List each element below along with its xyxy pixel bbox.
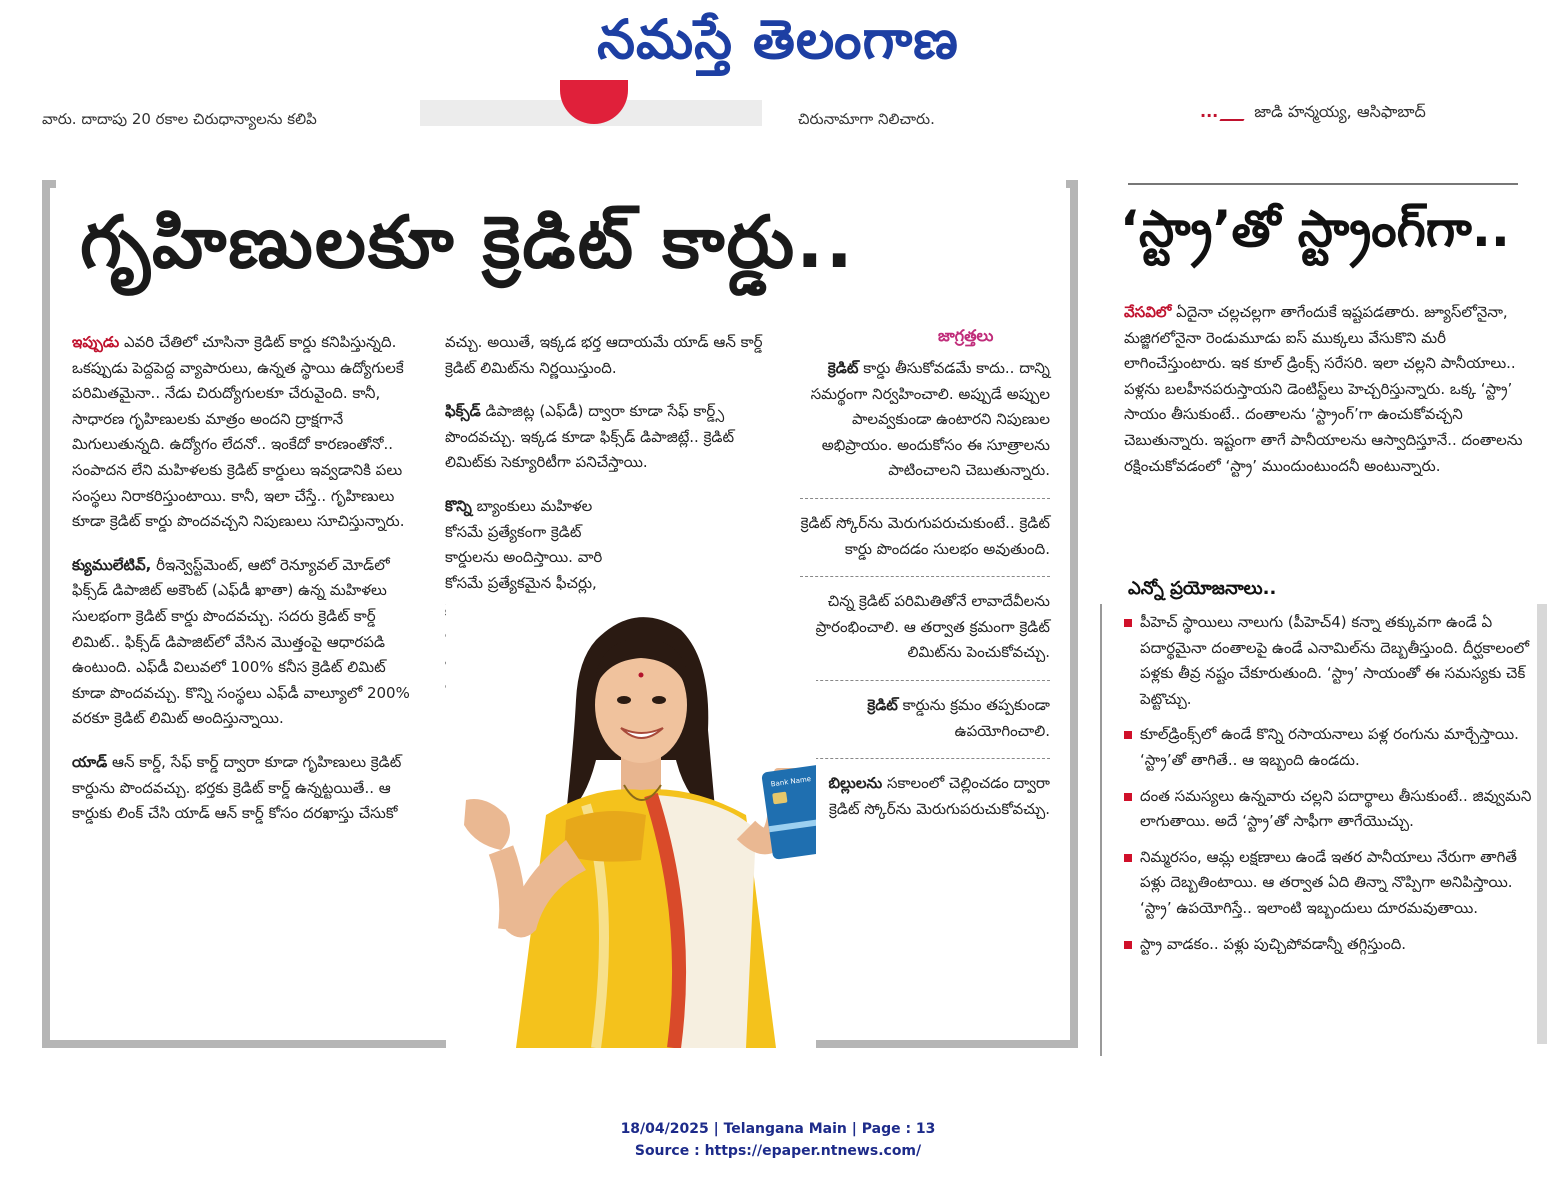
precaution-item [800, 498, 1050, 562]
paragraph [72, 330, 412, 535]
sidebar-headline: ‘స్ట్రా’తో స్ట్రాంగ్‌గా.. [1120, 200, 1510, 258]
list-item-text: పీహెచ్ స్థాయిలు నాలుగు (పీహెచ్4) కన్నా తక్కువగా ఉండే ఏ పదార్థమైనా దంతాలపై ఉండే ఎనామిల్‌ను దెబ్బతీస్తుంది. దీర్ఘకాలంలో పళ్లకు తీవ్ర నష్టం చేకూరుతుంది. ‘స్ట్రా’ సాయంతో ఈ సమస్యకు చెక్ పెట్టొచ్చు. [1140, 613, 1530, 708]
list-item [1124, 932, 1547, 958]
bullet-square-icon [1124, 731, 1132, 739]
list-item-text: కూల్‌డ్రింక్స్‌లో ఉండే కొన్ని రసాయనాలు పళ్ల రంగును మార్చేస్తాయి. ‘స్ట్రా’తో తాగితే.. ఆ ఇబ్బంది ఉండదు. [1140, 725, 1519, 769]
top-strip-left-text: వారు. దాదాపు 20 రకాల చిరుధాన్యాలను కలిపి [42, 110, 317, 128]
paragraph-lead: యాడ్ [72, 752, 108, 771]
ad-red-shape [560, 80, 628, 124]
sidebar-subheading: ఎన్నో ప్రయోజనాలు.. [1128, 578, 1277, 599]
paragraph-text: డిపాజిట్ల (ఎఫ్‌డీ) ద్వారా కూడా సేఫ్ కార్డ్స్ పొందవచ్చు. ఇక్కడ కూడా ఫిక్స్‌డ్ డిపాజిట్లే.. క్రెడిట్ లిమిట్‌కు సెక్యూరిటీగా పనిచేస్తాయి. [445, 402, 735, 472]
sidebar-intro-text: ఏదైనా చల్లచల్లగా తాగేందుకే ఇష్టపడతారు. జ్యూస్‌లోనైనా, మజ్జిగలోనైనా రెండుమూడు ఐస్ ముక్కలు వేసుకొని మరీ లాగించేస్తుంటారు. ఇక కూల్ డ్రింక్స్ సరేసరి. ఇలా చల్లని పానీయాలు.. పళ్లను బలహీనపరుస్తాయని డెంటిస్ట్‌లు హెచ్చరిస్తున్నారు. ఒక్క ‘స్ట్రా’ సాయం తీసుకుంటే.. దంతాలను ‘స్ట్రాంగ్’గా ఉంచుకోవచ్చని చెబుతున్నారు. ఇష్టంగా తాగే పానీయాలను ఆస్వాదిస్తూనే.. దంతాలను రక్షించుకోవడంలో ‘స్ట్రా’ ముందుంటుందనీ అంటున్నారు. [1124, 303, 1523, 475]
paragraph-lead: బిల్లులను [828, 774, 883, 793]
sidebar-rule [1128, 183, 1518, 185]
precaution-item [800, 680, 1050, 744]
paragraph-text: బ్యాంకులు మహిళల కోసమే ప్రత్యేకంగా క్రెడిట్ కార్డులను అందిస్తాయి. వారి కోసమే ప్రత్యేకమైన ఫీచర్లు, [445, 496, 603, 592]
page-footer [0, 1118, 1556, 1162]
pen-icon [1220, 105, 1253, 121]
article-column-3 [800, 330, 1050, 836]
sidebar-intro-lead: వేసవిలో [1124, 303, 1172, 321]
card-bank-name: Bank Name [770, 774, 812, 789]
paragraph-lead: క్యుములేటివ్, [72, 555, 152, 574]
masthead-title: నమస్తే తెలంగాణ [597, 8, 959, 71]
precautions-label: జాగ్రత్తలు [938, 326, 994, 345]
list-item [1124, 722, 1547, 773]
bullet-square-icon [1124, 854, 1132, 862]
paragraph-lead: ఫిక్స్‌డ్ [445, 402, 481, 421]
paragraph [445, 399, 775, 476]
paragraph-text: కార్డు తీసుకోవడమే కాదు.. దాన్ని సమర్థంగా నిర్వహించాలి. అప్పుడే అప్పుల పాలవ్వకుండా ఉంటారని నిపుణుల అభిప్రాయం. అందుకోసం ఈ సూత్రాలను పాటించాలని చెబుతున్నారు. [810, 359, 1050, 480]
paragraph-lead: క్రెడిట్ [867, 695, 898, 714]
list-item-text: స్ట్రా వాడకం.. పళ్లు పుచ్చిపోవడాన్నీ తగ్గిస్తుంది. [1140, 934, 1407, 953]
sidebar-intro [1124, 300, 1529, 479]
paragraph-text: కార్డును క్రమం తప్పకుండా ఉపయోగించాలి. [897, 695, 1050, 740]
precaution-item [800, 356, 1050, 484]
byline-dots: ... [1200, 102, 1219, 121]
top-strip-ad [420, 100, 762, 126]
paragraph-text: వచ్చు. అయితే, ఇక్కడ భర్త ఆదాయమే యాడ్ ఆన్ కార్డ్ క్రెడిట్ లిమిట్‌ను నిర్ణయిస్తుంది. [445, 333, 763, 377]
footer-source-link[interactable]: Source : https://epaper.ntnews.com/ [634, 1143, 922, 1159]
list-item [1124, 845, 1547, 922]
footer-date-page: 18/04/2025 | Telangana Main | Page : 13 [620, 1121, 936, 1137]
paragraph-text: క్రెడిట్ స్కోర్‌ను మెరుగుపరుచుకుంటే.. క్రెడిట్ కార్డు పొందడం సులభం అవుతుంది. [800, 513, 1050, 558]
woman-holding-credit-card-photo [446, 600, 816, 1048]
bullet-square-icon [1124, 793, 1132, 801]
list-item-text: నిమ్మరసం, ఆమ్ల లక్షణాలు ఉండే ఇతర పానీయాలు నేరుగా తాగితే పళ్లు దెబ్బతింటాయి. ఆ తర్వాత ఏది తిన్నా నొప్పిగా అనిపిస్తాయి. ‘స్ట్రా’ ఉపయోగిస్తే.. ఇలాంటి ఇబ్బందులు దూరమవుతాయి. [1140, 847, 1517, 917]
paragraph-lead: ఇప్పుడు [72, 333, 120, 351]
paragraph [72, 553, 412, 732]
article-column-1 [72, 330, 412, 845]
paragraph-text: ఆన్ కార్డ్, సేఫ్ కార్డ్ ద్వారా కూడా గృహిణులు క్రెడిట్ కార్డును పొందవచ్చు. భర్తకు క్రెడిట్ కార్డ్ ఉన్నట్టయితే.. ఆ కార్డుకు లింక్ చేసి యాడ్ ఆన్ కార్డ్ కోసం దరఖాస్తు చేసుకో [72, 752, 402, 823]
paragraph-text: రీఇన్వెస్ట్‌మెంట్, ఆటో రెన్యూవల్ మోడ్‌లో ఫిక్స్‌డ్ డిపాజిట్ అకౌంట్ (ఎఫ్‌డీ ఖాతా) ఉన్న మహిళలు సులభంగా క్రెడిట్ కార్డు పొందవచ్చు. సదరు క్రెడిట్ కార్డ్ లిమిట్.. ఫిక్స్‌డ్ డిపాజిట్‌లో వేసిన మొత్తంపై ఆధారపడి ఉంటుంది. ఎఫ్‌డీ విలువలో 100% కనీస క్రెడిట్ లిమిట్ కూడా పొందవచ్చు. కొన్ని సంస్థలు ఎఫ్‌డీ వాల్యూలో 200% వరకూ క్రెడిట్ లిమిట్ అందిస్తున్నాయి. [72, 555, 410, 728]
paragraph-text: చిన్న క్రెడిట్ పరిమితితోనే లావాదేవీలను ప్రారంభించాలి. ఆ తర్వాత క్రమంగా క్రెడిట్ లిమిట్‌ను పెంచుకోవచ్చు. [815, 592, 1050, 662]
precaution-item [800, 758, 1050, 822]
byline [1200, 102, 1426, 125]
paragraph [445, 330, 775, 381]
paragraph-lead: క్రెడిట్ [827, 359, 859, 377]
byline-text: జాడి హన్మయ్య, ఆసిఫాబాద్ [1254, 102, 1426, 121]
list-item [1124, 784, 1547, 835]
list-item-text: దంత సమస్యలు ఉన్నవారు చల్లని పదార్థాలు తీసుకుంటే.. జివ్వుమని లాగుతాయి. అదే ‘స్ట్రా’తో సాఫీగా తాగేయొచ్చు. [1140, 786, 1532, 831]
bullet-square-icon [1124, 619, 1132, 627]
benefits-list [1100, 604, 1547, 1056]
article-headline: గృహిణులకూ క్రెడిట్ కార్డు.. [80, 200, 855, 284]
precaution-item [800, 576, 1050, 666]
paragraph [72, 750, 412, 827]
paragraph-text: ఎవరి చేతిలో చూసినా క్రెడిట్ కార్డు కనిపిస్తున్నది. ఒకప్పుడు పెద్దపెద్ద వ్యాపారులు, ఉన్నత స్థాయి ఉద్యోగులకే పరిమితమైనా.. నేడు చిరుద్యోగులకూ చేరువైంది. కానీ, సాధారణ గృహిణులకు మాత్రం అందని ద్రాక్షగానే మిగులుతున్నది. ఉద్యోగం లేదనో.. ఇంకేదో కారణంతోనో.. సంపాదన లేని మహిళలకు క్రెడిట్ కార్డులు ఇవ్వడానికి పలు సంస్థలు నిరాకరిస్తుంటాయి. కానీ, ఇలా చేస్తే.. గృహిణులు కూడా క్రెడిట్ కార్డు పొందవచ్చని నిపుణులు సూచిస్తున్నారు. [72, 333, 405, 531]
paragraph-lead: కొన్ని [445, 496, 472, 515]
bullet-square-icon [1124, 941, 1132, 949]
top-strip-middle-text: చిరునామాగా నిలిచారు. [798, 110, 935, 128]
list-item [1124, 610, 1547, 712]
paragraph-text: సకాలంలో చెల్లించడం ద్వారా క్రెడిట్ స్కోర్‌ను మెరుగుపరుచుకోవచ్చు. [829, 774, 1050, 818]
